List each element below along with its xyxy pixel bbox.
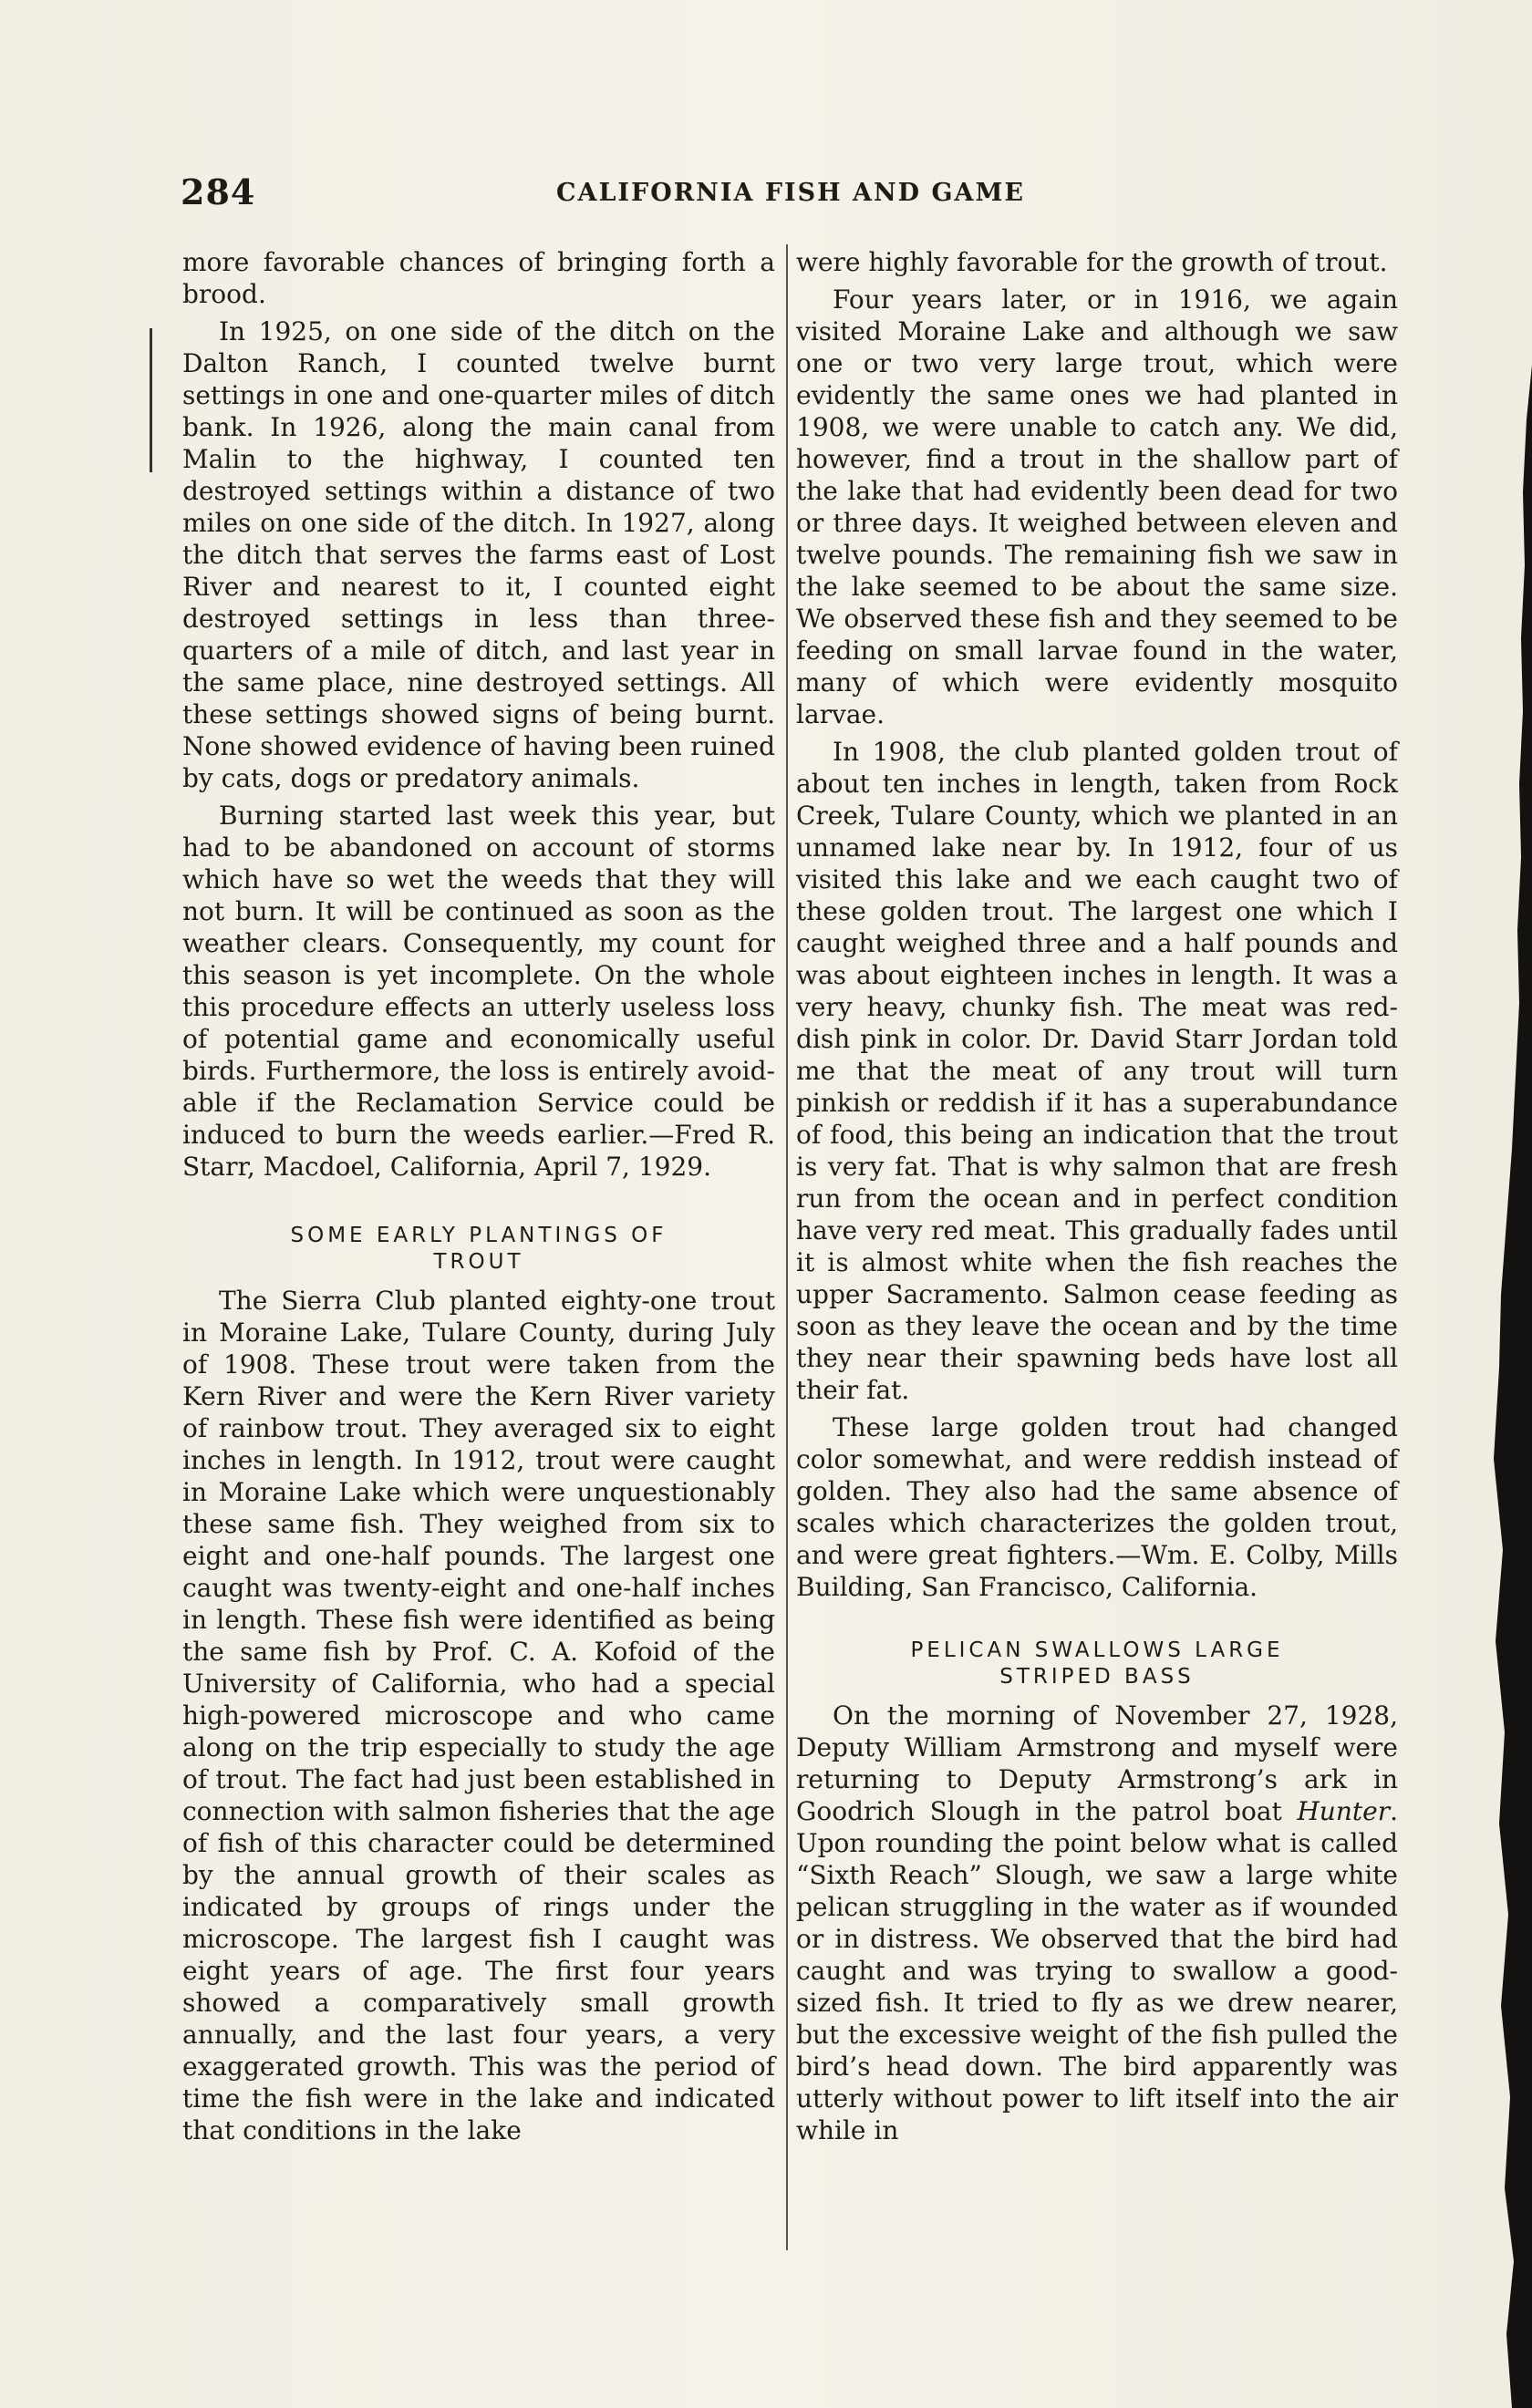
- paragraph: In 1908, the club planted golden trout of about ten inches in length, taken from Rock Creek, Tulare County, which we planted in an unnamed lake near by. In 1912, four of us visited this lake and we each caught two of these golden trout. The largest one which I caught weighed three and a half pounds and was about eighteen inches in length. It was a very heavy, chunky fish. The meat was reddish pink in color. Dr. David Starr Jordan told me that the meat of any trout will turn pinkish or reddish if it has a superabundance of food, this being an indication that the trout is very fat. That is why salmon that are fresh run from the ocean and in perfect condition have very red meat. This gradually fades until it is almost white when the fish reaches the upper Sacramento. Salmon cease feeding as soon as they leave the ocean and by the time they near their spawning beds have lost all their fat.: [796, 737, 1398, 1405]
- column-rule: [786, 244, 788, 2250]
- torn-page-edge: [1459, 0, 1532, 2408]
- heading-line: SOME EARLY PLANTINGS OF: [290, 1224, 668, 1247]
- section-heading-pelican: [796, 1638, 1398, 1690]
- page-number: 284: [181, 171, 256, 212]
- paragraph: were highly favorable for the growth of trout.: [796, 247, 1388, 277]
- paragraph: The Sierra Club planted eighty-one trout in Moraine Lake, Tulare County, during July of 1908. These trout were taken from the Kern River and were the Kern River variety of rainbow trout. They averaged six to eight inches in length. In 1912, trout were caught in Moraine Lake which were unquestionably these same fish. They weighed from six to eight and one-half pounds. The largest one caught was twenty-eight and one-half inches in length. These fish were identified as being the same fish by Prof. C. A. Kofoid of the University of California, who had a special high-powered microscope and who came along on the trip especially to study the age of trout. The fact had just been established in connection with salmon fisheries that the age of fish of this character could be determined by the annual growth of their scales as indicated by groups of rings under the microscope. The largest fish I caught was eight years of age. The first four years showed a comparatively small growth annually, and the last four years, a very exaggerated growth. This was the period of time the fish were in the lake and indicated that conditions in the lake: [182, 1286, 775, 2145]
- heading-line: TROUT: [433, 1250, 524, 1274]
- text-run: On the morning of November 27, 1928, Deputy William Armstrong and myself were returning to Deputy Armstrong’s ark in Goodrich Slough in the patrol boat: [796, 1700, 1398, 1826]
- left-column: [182, 246, 775, 2325]
- paragraph: [796, 1700, 1398, 2146]
- text-run: . Upon rounding the point below what is called “Sixth Reach” Slough, we saw a large white pelican struggling in the water as if wounded or in distress. We observed that the bird had caught and was trying to swallow a good-sized fish. It tried to fly as we drew nearer, but the excessive weight of the fish pulled the bird’s head down. The bird apparently was utterly without power to lift itself into the air while in: [796, 1796, 1398, 2145]
- boat-name: Hunter: [1297, 1796, 1391, 1826]
- heading-line: STRIPED BASS: [999, 1665, 1195, 1689]
- running-title: CALIFORNIA FISH AND GAME: [556, 179, 1025, 207]
- paragraph: In 1925, on one side of the ditch on the Dalton Ranch, I counted twelve burnt settings in one and one-quarter miles of ditch bank. In 1926, along the main canal from Malin to the highway, I counted ten destroyed settings within a distance of two miles on one side of the ditch. In 1927, along the ditch that serves the farms east of Lost River and nearest to it, I counted eight destroyed settings in less than three-quarters of a mile of ditch, and last year in the same place, nine destroyed settings. All these settings showed signs of being burnt. None showed evidence of having been ruined by cats, dogs or predatory animals.: [182, 316, 775, 793]
- paragraph: These large golden trout had changed color somewhat, and were reddish instead of golden. They also had the same absence of scales which characterizes the golden trout, and were great fighters.—Wm. E. Colby, Mills Building, San Francisco, California.: [796, 1412, 1398, 1602]
- margin-pencil-mark: [150, 328, 152, 472]
- section-heading-trout: [182, 1223, 775, 1276]
- paragraph: more favorable chances of bringing forth a brood.: [182, 247, 775, 309]
- paragraph: Four years later, or in 1916, we again visited Moraine Lake and although we saw one or two very large trout, which were evidently the same ones we had planted in 1908, we were unable to catch any. We did, however, find a trout in the shallow part of the lake that had evidently been dead for two or three days. It weighed between eleven and twelve pounds. The remaining fish we saw in the lake seemed to be about the same size. We observed these fish and they seemed to be feeding on small larvae found in the water, many of which were evidently mosquito larvae.: [796, 284, 1398, 729]
- right-column: [796, 246, 1398, 2325]
- paragraph: Burning started last week this year, but had to be abandoned on account of storms which have so wet the weeds that they will not burn. It will be continued as soon as the weather clears. Consequently, my count for this season is yet incomplete. On the whole this procedure effects an utterly useless loss of potential game and economically useful birds. Furthermore, the loss is entirely avoidable if the Reclamation Service could be induced to burn the weeds earlier.—Fred R. Starr, Macdoel, California, April 7, 1929.: [182, 801, 775, 1182]
- running-header: [181, 171, 1410, 226]
- heading-line: PELICAN SWALLOWS LARGE: [910, 1638, 1284, 1662]
